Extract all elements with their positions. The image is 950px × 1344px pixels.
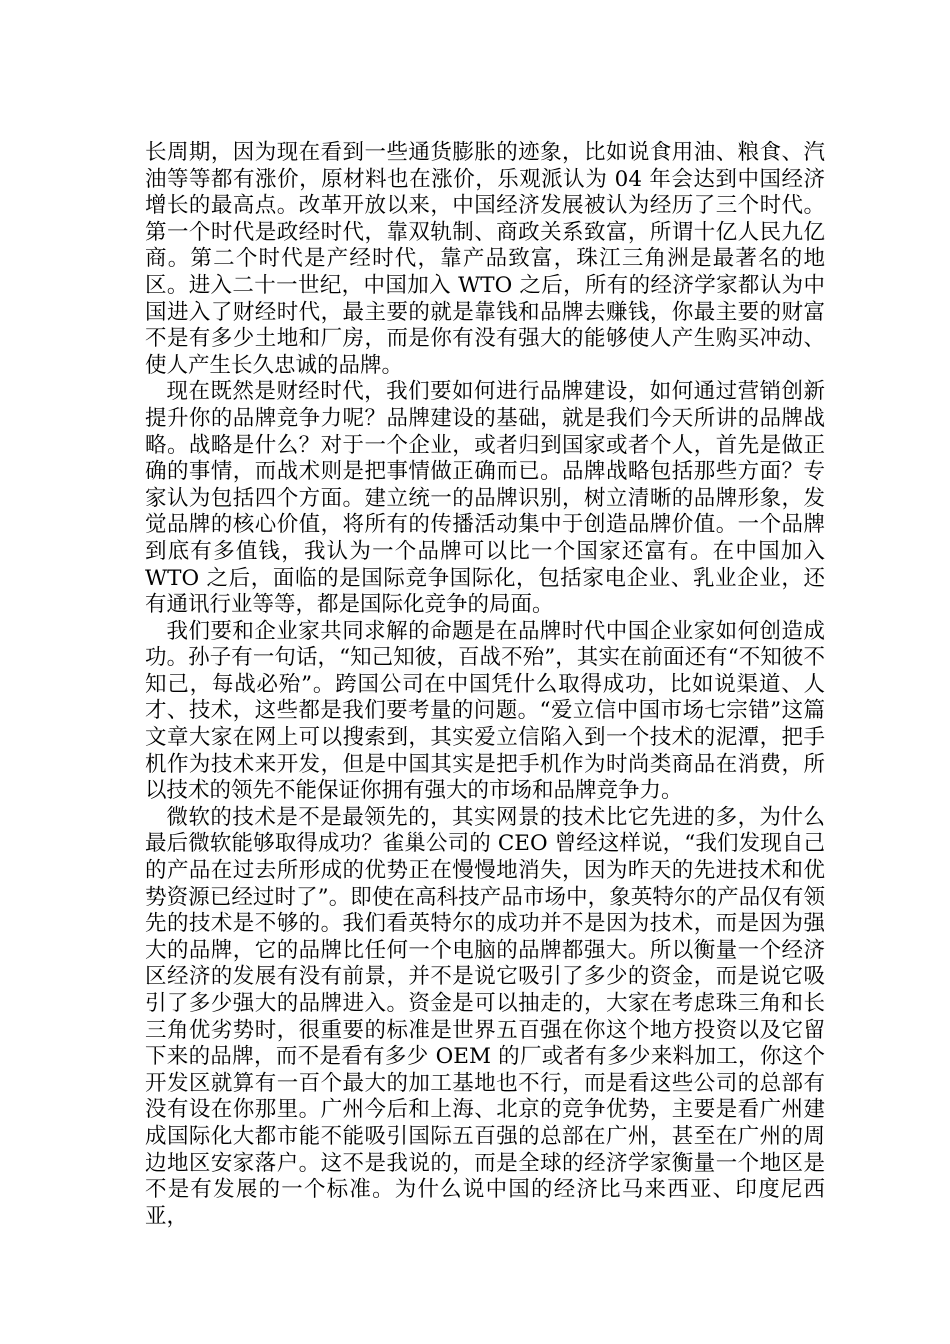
paragraph-1: 长周期，因为现在看到一些通货膨胀的迹象，比如说食用油、粮食、汽油等等都有涨价，原材料也在涨价，乐观派认为 04 年会达到中国经济增长的最高点。改革开放以来，中国经济发展被认为经历了三个时代。第一个时代是政经时代，靠双轨制、商政关系致富，所谓十亿人民九亿商。第二个时代是产经时代，靠产品致富，珠江三角洲是最著名的地区。进入二十一世纪，中国加入 WTO 之后，所有的经济学家都认为中国进入了财经时代，最主要的就是靠钱和品牌去赚钱，你最主要的财富不是有多少土地和厂房，而是你有没有强大的能够使人产生购买冲动、使人产生长久忠诚的品牌。 xyxy=(145,140,825,378)
document-body xyxy=(145,140,825,1230)
paragraph-3: 我们要和企业家共同求解的命题是在品牌时代中国企业家如何创造成功。孙子有一句话，“知己知彼，百战不殆”，其实在前面还有“不知彼不知己，每战必殆”。跨国公司在中国凭什么取得成功，比如说渠道、人才、技术，这些都是我们要考量的问题。“爱立信中国市场七宗错”这篇文章大家在网上可以搜索到，其实爱立信陷入到一个技术的泥潭，把手机作为技术来开发，但是中国其实是把手机作为时尚类商品在消费，所以技术的领先不能保证你拥有强大的市场和品牌竞争力。 xyxy=(145,618,825,804)
paragraph-4: 微软的技术是不是最领先的，其实网景的技术比它先进的多，为什么最后微软能够取得成功？雀巢公司的 CEO 曾经这样说，“我们发现自己的产品在过去所形成的优势正在慢慢地消失，因为昨天的先进技术和优势资源已经过时了”。即使在高科技产品市场中，象英特尔的产品仅有领先的技术是不够的。我们看英特尔的成功并不是因为技术，而是因为强大的品牌，它的品牌比任何一个电脑的品牌都强大。所以衡量一个经济区经济的发展有没有前景，并不是说它吸引了多少的资金，而是说它吸引了多少强大的品牌进入。资金是可以抽走的，大家在考虑珠三角和长三角优劣势时，很重要的标准是世界五百强在你这个地方投资以及它留下来的品牌，而不是看有多少 OEM 的厂或者有多少来料加工，你这个开发区就算有一百个最大的加工基地也不行，而是看这些公司的总部有没有设在你那里。广州今后和上海、北京的竞争优势，主要是看广州建成国际化大都市能不能吸引国际五百强的总部在广州，甚至在广州的周边地区安家落户。这不是我说的，而是全球的经济学家衡量一个地区是不是有发展的一个标准。为什么说中国的经济比马来西亚、印度尼西亚， xyxy=(145,804,825,1229)
paragraph-2: 现在既然是财经时代，我们要如何进行品牌建设，如何通过营销创新提升你的品牌竞争力呢？品牌建设的基础，就是我们今天所讲的品牌战略。战略是什么？对于一个企业，或者归到国家或者个人，首先是做正确的事情，而战术则是把事情做正确而已。品牌战略包括那些方面？专家认为包括四个方面。建立统一的品牌识别，树立清晰的品牌形象，发觉品牌的核心价值，将所有的传播活动集中于创造品牌价值。一个品牌到底有多值钱，我认为一个品牌可以比一个国家还富有。在中国加入 WTO 之后，面临的是国际竞争国际化，包括家电企业、乳业企业，还有通讯行业等等，都是国际化竞争的局面。 xyxy=(145,379,825,618)
